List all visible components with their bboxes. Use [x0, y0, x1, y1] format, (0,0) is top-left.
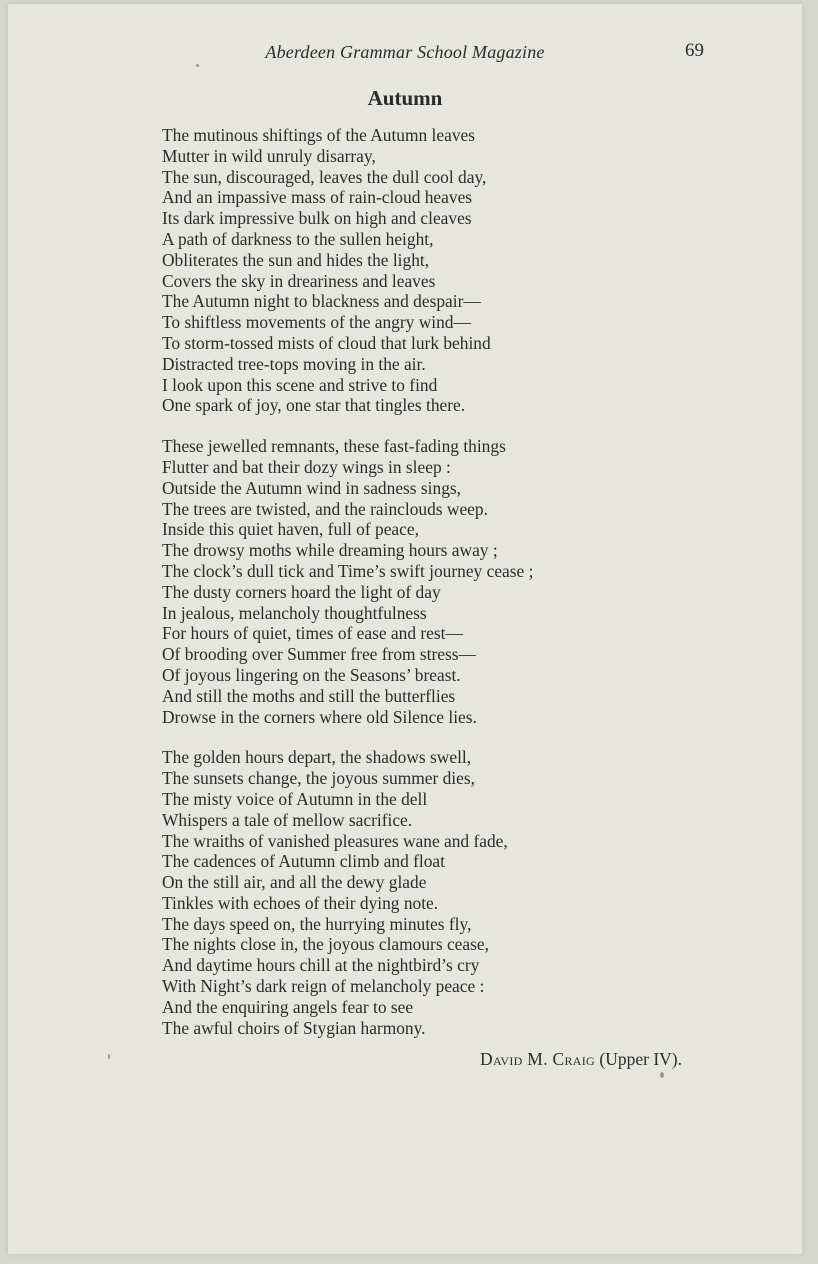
poem-line: One spark of joy, one star that tingles there.: [162, 395, 466, 416]
poem-line: The days speed on, the hurrying minutes fly,: [162, 913, 472, 934]
poem-title: Autumn: [367, 86, 443, 110]
poem-line: A path of darkness to the sullen height,: [162, 228, 434, 249]
print-speck: [196, 64, 199, 67]
poem-line: Flutter and bat their dozy wings in sleep :: [162, 456, 451, 477]
poem-line: Mutter in wild unruly disarray,: [162, 145, 376, 166]
print-speck: [660, 1072, 664, 1078]
poem-line: The clock’s dull tick and Time’s swift journey cease ;: [162, 560, 534, 581]
print-speck: [108, 1054, 110, 1059]
poem-line: Drowse in the corners where old Silence lies.: [162, 706, 477, 727]
poem-line: Of brooding over Summer free from stress—: [162, 644, 476, 665]
poem-line: The drowsy moths while dreaming hours away ;: [162, 540, 498, 561]
poem-line: To shiftless movements of the angry wind—: [162, 312, 471, 333]
poem-line: Tinkles with echoes of their dying note.: [162, 892, 439, 913]
poem-line: Obliterates the sun and hides the light,: [162, 249, 430, 270]
poem-line: For hours of quiet, times of ease and rest—: [162, 623, 463, 644]
poem-line: And still the moths and still the butterflies: [162, 685, 456, 706]
poem-line: The sunsets change, the joyous summer dies,: [162, 768, 475, 789]
poem-stanza: [162, 747, 722, 1038]
poem-line: And daytime hours chill at the nightbird’s cry: [162, 955, 480, 976]
attribution: [480, 1049, 682, 1070]
poem-line: The Autumn night to blackness and despair—: [162, 291, 481, 312]
poem-body: [162, 125, 722, 1058]
poem-line: Distracted tree-tops moving in the air.: [162, 353, 426, 374]
poem-line: The mutinous shiftings of the Autumn leaves: [162, 125, 475, 145]
poem-line: Inside this quiet haven, full of peace,: [162, 519, 419, 540]
poem-line: I look upon this scene and strive to find: [162, 374, 438, 395]
poem-stanza: [162, 125, 722, 416]
poem-line: These jewelled remnants, these fast-fading things: [162, 436, 506, 457]
author-form: (Upper IV).: [599, 1049, 682, 1069]
poem-line: The cadences of Autumn climb and float: [162, 851, 445, 872]
running-head: Aberdeen Grammar School Magazine: [265, 42, 545, 62]
page-number: 69: [685, 40, 704, 61]
poem-line: The misty voice of Autumn in the dell: [162, 788, 428, 809]
poem-line: And an impassive mass of rain-cloud heaves: [162, 187, 473, 208]
poem-line: The awful choirs of Stygian harmony.: [162, 1017, 426, 1038]
poem-line: The sun, discouraged, leaves the dull cool day,: [162, 166, 487, 187]
poem-line: To storm-tossed mists of cloud that lurk behind: [162, 332, 491, 353]
poem-stanza: [162, 436, 722, 727]
poem-line: The trees are twisted, and the rainclouds weep.: [162, 498, 488, 519]
poem-line: Its dark impressive bulk on high and cleaves: [162, 208, 472, 229]
poem-line: The wraiths of vanished pleasures wane and fade,: [162, 830, 508, 851]
poem-line: In jealous, melancholy thoughtfulness: [162, 602, 427, 623]
poem-line: The nights close in, the joyous clamours cease,: [162, 934, 489, 955]
author-name: David M. Craig: [480, 1049, 596, 1069]
poem-line: With Night’s dark reign of melancholy peace :: [162, 976, 485, 997]
poem-line: The golden hours depart, the shadows swell,: [162, 747, 472, 768]
poem-line: And the enquiring angels fear to see: [162, 996, 414, 1017]
poem-line: Whispers a tale of mellow sacrifice.: [162, 809, 413, 830]
magazine-page: [8, 4, 802, 1254]
poem-line: Outside the Autumn wind in sadness sings,: [162, 477, 462, 498]
poem-line: The dusty corners hoard the light of day: [162, 581, 441, 602]
poem-line: Of joyous lingering on the Seasons’ breast.: [162, 664, 461, 685]
poem-line: Covers the sky in dreariness and leaves: [162, 270, 436, 291]
poem-line: On the still air, and all the dewy glade: [162, 872, 427, 893]
